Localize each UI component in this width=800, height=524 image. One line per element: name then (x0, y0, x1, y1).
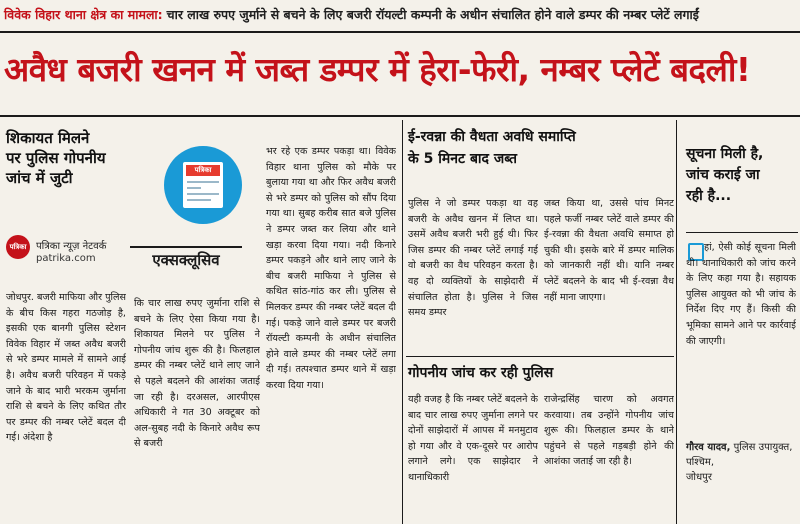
col1-title (6, 128, 106, 188)
right-title-line: सूचना मिली है, (686, 146, 764, 162)
mid-body-left: पुलिस ने जो डम्पर पकड़ा था वह बजरी के अवैध खनन में लिप्त था। उसमें अवैध बजरी भरी हुई थी। फिर जिस डम्पर की नम्बर प्लेटें लगाई गई वो बजरी का वैध परिवहन करता है। वह दो व्यक्तियों के साझेदारी में संचालित होता है। पुलिस ने जिस समय डम्पर (408, 198, 538, 319)
right-title (686, 144, 798, 207)
headline-rule (0, 115, 800, 117)
kicker-lead: विवेक विहार थाना क्षेत्र का मामला: (4, 7, 163, 22)
byline-name: पत्रिका न्यूज़ नेटवर्क (36, 241, 107, 252)
mid-subtitle: गोपनीय जांच कर रही पुलिस (408, 365, 554, 381)
kicker-text: चार लाख रुपए जुर्माने से बचने के लिए बजरी रॉयल्टी कम्पनी के अधीन संचालित होने वाले डम्पर की नम्बर प्लेटें लगाईं (166, 7, 699, 22)
newspaper-line (187, 181, 219, 183)
signature-name: गौरव यादव, (686, 442, 731, 453)
main-headline: अवैध बजरी खनन में जब्त डम्पर में हेरा-फेरी, नम्बर प्लेटें बदली! (4, 50, 751, 89)
newspaper-icon-label: पत्रिका (186, 165, 220, 176)
col1-body: जोधपुर. बजरी माफिया और पुलिस के बीच किस गहरा गठजोड़ है, इसकी एक बानगी पुलिस स्टेशन विवेक विहार में जब्त अवैध बजरी से भरे डम्पर मामले में सामने आई है। अवैध बजरी परिवहन में पकड़े जाने के बाद भारी भरकम जुर्माना राशि से बचने के लिए कथित तौर पर डम्पर की नम्बर प्लेटें बदल दी गई। अंदेशा है (6, 292, 126, 444)
mid-title (408, 126, 674, 170)
col1-title-line: शिकायत मिलने (6, 129, 90, 147)
mid-body2-left: यही वजह है कि नम्बर प्लेटें बदलने के बाद चार लाख रुपए जुर्माना लगने पर दोनों साझेदारों में आपस में मनमुटाव हो गया और वे एक-दूसरे पर आरोप लगाने लगे। एक साझेदार ने थानाधिकारी (408, 394, 538, 483)
col1-title-line: पर पुलिस गोपनीय (6, 149, 106, 167)
exclusive-label: एक्सक्लूसिव (130, 246, 242, 270)
mid-rule (406, 356, 674, 357)
mid-body2-right: राजेन्द्रसिंह चारण को अवगत करवाया। तब उन्होंने गोपनीय जांच शुरू की। फिलहाल डम्पर के थाने पहुंचने से पहले गड़बड़ी होने की आशंका जताई जा रही है। (544, 394, 674, 468)
byline-site: patrika.com (36, 253, 96, 264)
signature (686, 440, 798, 485)
newspaper-icon (183, 162, 223, 208)
col3-body: भर रहे एक डम्पर पकड़ा था। विवेक विहार थाना पुलिस को मौके पर बुलाया गया था और फिर अवैध बजरी से भरे डम्पर को पुलिस को सौंप दिया गया था। सुबह करीब सात बजे पुलिस ने डम्पर जब्त कर लिया और थाने खड़ा करवा दिया गया। नदी किनारे डम्पर पकड़ने और थाने लाए जाने के बीच बजरी माफिया ने पुलिस से कथित सांठ-गांठ कर ली। पुलिस से मिलकर डम्पर की नम्बर प्लेटें बदल दी गई। पकड़े जाने वाले डम्पर पर बजरी रॉयल्टी कम्पनी के अधीन संचालित होने वाले डम्पर की नम्बर प्लेटें लगा दी गई। तत्पश्चात डम्पर थाने में खड़ा करवा दिया गया। (266, 146, 396, 391)
right-title-line: रही है... (686, 188, 732, 204)
top-rule (0, 31, 800, 33)
column-rule (676, 120, 677, 524)
patrika-logo: पत्रिका (6, 235, 30, 259)
mid-body-right: जब्त किया था, उससे पांच मिनट पहले फर्जी नम्बर प्लेटें वाले डम्पर की ई-रवन्ना की वैधता अवधि समाप्त हो चुकी थी। इसके बारे में डम्पर मालिक को जानकारी नहीं थी। यानि नम्बर प्लेटें बदलने के बाद भी ई-रवन्ना वैध नहीं माना जाएगा। (544, 198, 674, 303)
column-rule (402, 120, 403, 524)
signature-city: जोधपुर (686, 472, 712, 483)
right-title-line: जांच कराई जा (686, 167, 760, 183)
newspaper-line (187, 187, 201, 189)
newspaper-line (187, 193, 219, 195)
kicker-line (0, 0, 800, 30)
col2-body: कि चार लाख रुपए जुर्माना राशि से बचने के लिए ऐसा किया गया है। शिकायत मिलने पर पुलिस ने गोपनीय जांच शुरू की है। फिलहाल डम्पर की नम्बर प्लेटें थाने लाए जाने से पहले बदलने की आशंका जताई जा रही है। दरअसल, आरपीएस अधिकारी ने गत 30 अक्टूबर को अल-सुबह नदी के किनारे अवैध रूप से बजरी (134, 298, 260, 450)
mid-title-line: के 5 मिनट बाद जब्त (408, 151, 518, 167)
right-rule (686, 232, 798, 233)
mid-title-line: ई-रवन्ना की वैधता अवधि समाप्ति (408, 129, 576, 145)
col1-title-line: जांच में जुटी (6, 169, 73, 187)
right-body: हां, ऐसी कोई सूचना मिली थी। थानाधिकारी को जांच करने के लिए कहा गया है। सहायक पुलिस आयुक्त को भी जांच के निर्देश दिए गए हैं। किसी की भूमिका सामने आने पर कार्रवाई की जाएगी। (686, 242, 796, 347)
signature-line (686, 440, 798, 470)
newspaper-line (187, 199, 211, 201)
signature-role: पुलिस उपायुक्त, पश्चिम, (686, 442, 793, 468)
